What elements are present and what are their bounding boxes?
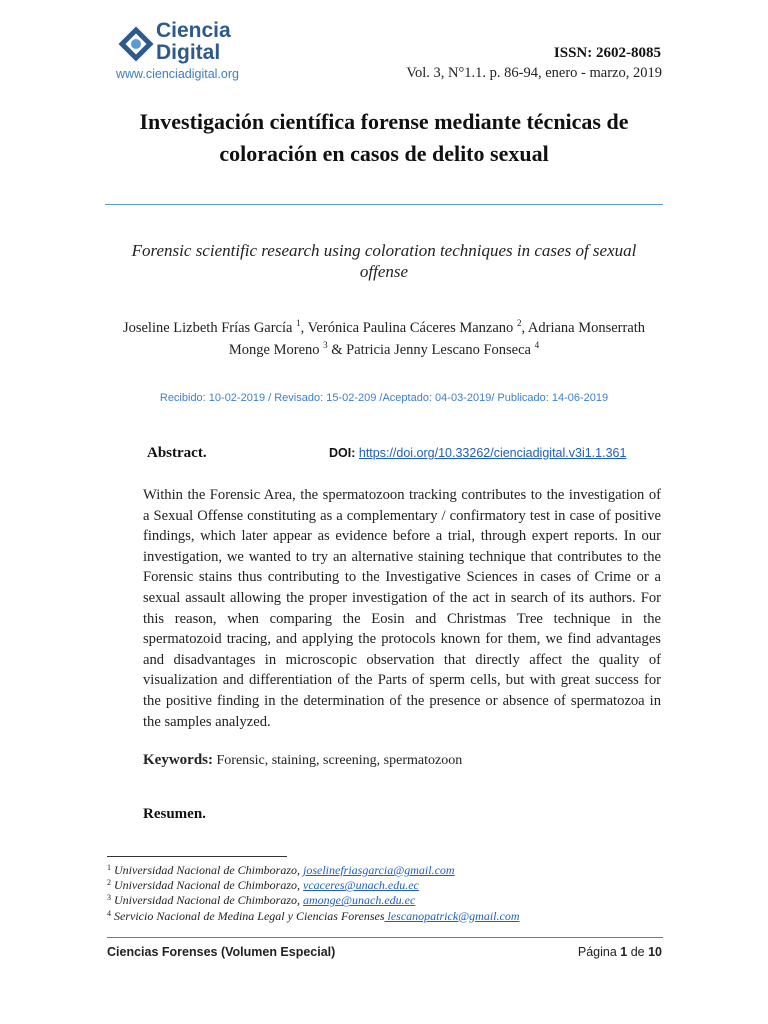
author-1-footnote-ref[interactable]: 1 [296, 318, 301, 328]
footnote-number: 4 [107, 908, 111, 918]
footnote-number: 1 [107, 863, 111, 872]
footnote-affiliation: Universidad Nacional de Chimborazo, [114, 863, 303, 877]
author-3-part2: Monge Moreno [228, 342, 320, 358]
issn-label: ISSN: 2602-8085 [553, 45, 661, 61]
authors-line2 [100, 339, 668, 361]
title-divider [105, 204, 663, 205]
footnote-email-link[interactable]: joselinefriasgarcia@gmail.com [303, 863, 455, 877]
doi-label: DOI: [329, 446, 356, 460]
footer-divider [107, 937, 663, 938]
footnote-email-link[interactable]: lescanopatrick@gmail.com [384, 908, 520, 923]
volume-info: Vol. 3, N°1.1. p. 86-94, enero - marzo, 2019 [406, 65, 662, 81]
footnote-affiliation: Universidad Nacional de Chimborazo, [114, 893, 303, 908]
doi-link[interactable]: https://doi.org/10.33262/cienciadigital.v3i1.1.361 [358, 446, 627, 460]
footnote [107, 893, 667, 908]
footnote-affiliation: Servicio Nacional de Medina Legal y Ciencias Forenses [114, 908, 385, 923]
title-line1: Investigación científica forense mediante técnicas de [139, 109, 629, 134]
abstract-heading: Abstract. [147, 445, 207, 461]
english-title [100, 240, 668, 282]
author-2-footnote-ref[interactable]: 2 [516, 318, 522, 328]
author-3-footnote-ref[interactable]: 3 [323, 340, 328, 350]
footnote-email-link[interactable]: vcaceres@unach.edu.ec [303, 878, 419, 893]
title-line2: coloración en casos de delito sexual [219, 141, 549, 166]
resumen-heading: Resumen. [143, 806, 206, 822]
publication-dates: Recibido: 10-02-2019 / Revisado: 15-02-209 /Aceptado: 04-03-2019/ Publicado: 14-06-2019 [159, 392, 609, 404]
doi-line [329, 446, 626, 460]
page-prefix: Página [577, 945, 621, 959]
authors-line1 [100, 317, 668, 339]
subtitle-line1: Forensic scientific research using coloration techniques in cases of sexual [131, 241, 637, 260]
footer-section-title: Ciencias Forenses (Volumen Especial) [107, 945, 336, 959]
footnote [107, 863, 667, 878]
abstract-text: Within the Forensic Area, the spermatozoon tracking contributes to the investigation of a Sexual Offense constituting as a complementary / confirmatory test in case of positive findings, which later appear as evidence before a trial, through expert reports. In our investigation, we wanted to try an alternative staining technique that contributes to the Forensic stains thus contributing to the Investigative Sciences in cases of Crime or a sexual assault allowing the proper investigation of the act in search of its authors. For this reason, when comparing the Eosin and Christmas Tree technique in the spermatozoid tracing, and applying the protocols known for them, we find advantages and disadvantages in microscopic observation that directly affect the quality of visualization and differentiation of the Parts of sperm cells, but with great success for the positive finding in the determination of the presence or absence of spermatozoa in the samples analyzed. [143, 487, 661, 730]
logo-line2: Digital [156, 41, 221, 64]
page-number [578, 945, 662, 959]
author-4-footnote-ref[interactable]: 4 [534, 340, 540, 350]
author-3-part1: , Adriana Monserrath [521, 320, 646, 336]
author-2: , Verónica Paulina Cáceres Manzano [300, 320, 514, 336]
logo-wordmark [156, 20, 231, 64]
keywords-text: Forensic, staining, screening, spermatozoon [213, 753, 463, 768]
footnote-number: 3 [107, 893, 111, 903]
paper-title [100, 106, 668, 170]
author-list [100, 317, 668, 361]
footnote-separator [107, 856, 287, 857]
logo-line1: Ciencia [156, 19, 231, 42]
footnote [107, 878, 667, 893]
keywords-label: Keywords: [143, 752, 213, 768]
footnote-email-link[interactable]: amonge@unach.edu.ec [303, 893, 416, 908]
author-4: & Patricia Jenny Lescano Fonseca [327, 342, 531, 358]
footnote-number: 2 [107, 878, 111, 888]
journal-logo [112, 20, 262, 82]
author-1: Joseline Lizbeth Frías García [122, 320, 293, 336]
logo-url-link[interactable]: www.cienciadigital.org [116, 67, 239, 81]
subtitle-line2: offense [359, 262, 409, 281]
logo-mark-icon [116, 26, 156, 66]
footnote-affiliation: Universidad Nacional de Chimborazo, [114, 878, 303, 893]
page-total: 10 [648, 945, 662, 959]
page-of: de [627, 945, 649, 959]
page-current: 1 [620, 945, 628, 959]
keywords-line [143, 752, 462, 769]
footnote [107, 909, 667, 924]
footnotes [107, 863, 667, 924]
